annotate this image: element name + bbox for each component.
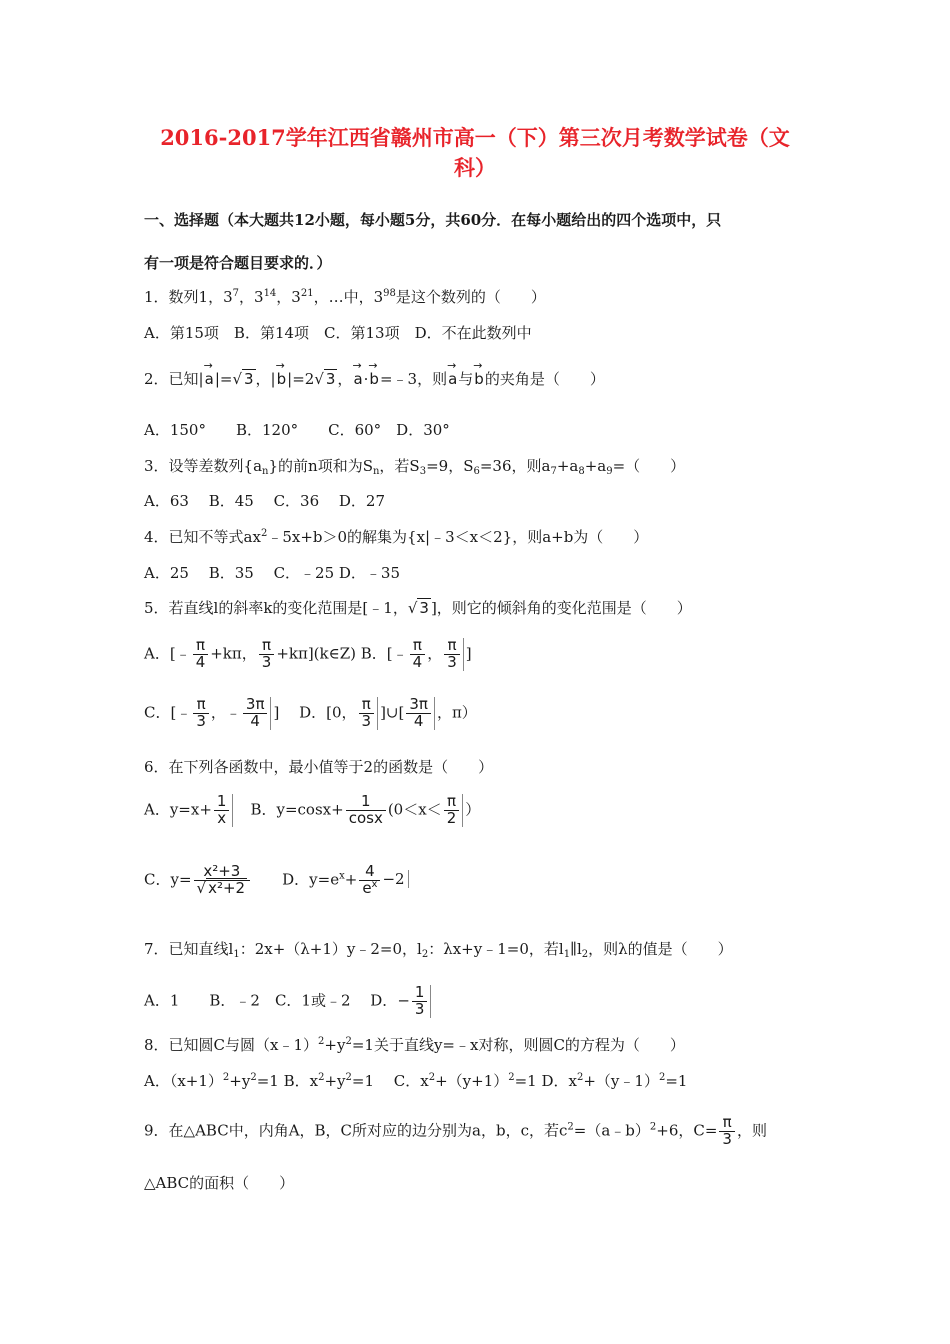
vector-b: → b (276, 368, 288, 390)
q6-optC: C．y= (144, 870, 192, 889)
q2-mid2: ，| (255, 370, 276, 388)
fraction-denominator (194, 878, 251, 897)
q9-b: =（a﹣b） (573, 1121, 650, 1140)
fraction-numerator: π (259, 638, 275, 655)
dot-operator: · (363, 370, 369, 388)
q9-exp1: 2 (567, 1121, 574, 1133)
fraction-pi-over-4 (410, 638, 426, 671)
q7-s1: 1 (233, 949, 240, 960)
question-9 (144, 1115, 767, 1148)
question-2 (144, 368, 605, 390)
fraction-denominator: 2 (446, 808, 457, 827)
q7-neg: − (397, 991, 410, 1010)
q3-b: }的前n项和为S (268, 457, 373, 475)
fraction-c (194, 864, 251, 897)
q7-e: ，则λ的值是（ ） (588, 940, 733, 958)
fraction-denominator: 3 (414, 999, 425, 1018)
fraction-denominator: 3 (361, 711, 372, 730)
q3-g: +a (584, 457, 607, 475)
q2-mid3: |=2 (287, 370, 315, 388)
fraction-denominator: 3 (261, 652, 272, 671)
q8-sq: 2 (508, 1072, 515, 1083)
q8-oA3: =1 B．x (256, 1072, 319, 1090)
q1-text-e: 是这个数列的（ ） (395, 288, 546, 306)
q1-text-c: ，3 (276, 288, 301, 306)
fraction-numerator: 1 (412, 985, 428, 1002)
q5-optA3: +kπ](k∈Z) B．[﹣ (276, 644, 408, 663)
q5-options-cd (144, 697, 477, 730)
q8-oD3: =1 (665, 1072, 688, 1090)
q6-plus: + (344, 870, 358, 889)
q2-options (144, 419, 450, 441)
vector-b: → b (368, 368, 380, 390)
title-line2: 科） (454, 155, 496, 180)
fraction-numerator: x²+3 (194, 864, 251, 881)
q6-e-den: e (362, 878, 372, 897)
q2-mid1: |= (214, 370, 233, 388)
q3-e: =36，则a (479, 457, 551, 475)
q3-f: +a (556, 457, 579, 475)
vector-b: → b (473, 368, 485, 390)
q9-line2: △ABC的面积（ ） (144, 1174, 295, 1192)
q3-options-text: A．63 B．45 C．36 D．27 (144, 492, 386, 510)
radicand: 3 (325, 370, 336, 388)
q5-optB2: ， (427, 644, 443, 663)
q3-s5: 7 (550, 466, 557, 477)
fraction-denominator: 4 (412, 652, 423, 671)
fraction-numerator: 3π (406, 697, 431, 714)
fraction-denominator: x (217, 808, 227, 827)
q3-s2: n (372, 466, 380, 477)
q8-sq: 2 (658, 1072, 666, 1083)
q6-optB3: ） (465, 800, 481, 819)
q1-exp1: 7 (232, 288, 240, 299)
question-9-cont (144, 1172, 294, 1194)
fraction-numerator: 1 (214, 794, 230, 811)
q3-c: ，若S (379, 457, 420, 475)
q2-mid4: ， (337, 370, 353, 388)
q6-e: e (330, 870, 340, 889)
q8-b: +y (324, 1036, 346, 1054)
q5-optA2: +kπ， (210, 644, 257, 663)
q4-options (144, 562, 400, 584)
fraction-pi-over-3 (444, 638, 464, 671)
fraction-pi-over-4 (193, 638, 209, 671)
fraction-pi-over-2 (444, 794, 464, 827)
q3-h: =（ ） (612, 457, 686, 475)
q1-text-d: ，…中，3 (313, 288, 384, 306)
fraction-numerator: π (444, 638, 460, 655)
sqrt: √ x²+2 (196, 878, 246, 897)
q5-optC3: ] D．[0， (273, 703, 357, 722)
vector-a: → a (447, 368, 458, 390)
fraction-pi-over-3 (719, 1115, 735, 1148)
q3-d: =9，S (426, 457, 474, 475)
q3-s3: 3 (419, 466, 427, 477)
fraction-denominator: 3 (196, 711, 206, 730)
q6-exp-den: x (371, 878, 378, 890)
q4-exp: 2 (260, 528, 268, 539)
q1-exp2: 14 (263, 288, 277, 299)
sqrt-3: √ 3 (407, 599, 429, 617)
question-4 (144, 526, 648, 548)
q6-optB2: (0＜x＜ (387, 800, 442, 819)
q7-c: ：λx+y﹣1=0，若l (428, 940, 564, 958)
q5-optC4: ]∪[ (380, 703, 405, 722)
page-title-cont (0, 153, 950, 183)
fraction-denominator: 3 (722, 1129, 732, 1148)
q7-a: 7．已知直线l (144, 940, 234, 958)
section-heading-line1: 一、选择题（本大题共12小题，每小题5分，共60分．在每小题给出的四个选项中，只 (144, 211, 722, 229)
title-line1: 2016-2017学年江西省赣州市高一（下）第三次月考数学试卷（文 (160, 125, 790, 150)
section-heading-cont (144, 252, 332, 274)
q8-oB3: =1 C．x (351, 1072, 429, 1090)
q9-d: ，则 (736, 1121, 767, 1140)
q9-c: +6，C= (656, 1121, 718, 1140)
q5-optA1: A．[﹣ (144, 644, 191, 663)
q9-exp2: 2 (649, 1121, 657, 1133)
q4-a: 4．已知不等式ax (144, 528, 261, 546)
fraction-numerator: π (410, 638, 426, 655)
q7-options-text: A．1 B．﹣2 C．1或﹣2 D． (144, 991, 398, 1010)
q8-sq: 2 (250, 1072, 257, 1083)
fraction-numerator: π (193, 697, 209, 714)
q2-with: 与 (458, 370, 474, 388)
q8-exp2: 2 (345, 1036, 352, 1047)
fraction-1-over-3 (412, 985, 432, 1018)
section-heading-line2: 有一项是符合题目要求的．） (144, 254, 332, 272)
fraction-numerator: 3π (243, 697, 268, 714)
q8-oC3: =1 D．x (514, 1072, 577, 1090)
q8-oB2: +y (324, 1072, 346, 1090)
q2-tail: 的夹角是（ ） (484, 370, 605, 388)
q7-d: ∥l (570, 940, 582, 958)
sqrt-3: √ 3 (232, 370, 254, 388)
radicand: x²+2 (208, 878, 246, 897)
q6-optD: D．y= (282, 870, 331, 889)
q8-c: =1关于直线y=﹣x对称，则圆C的方程为（ ） (351, 1036, 685, 1054)
radicand: 3 (419, 599, 429, 617)
q8-oA: A．（x+1） (144, 1072, 223, 1090)
sqrt-3-b: √ 3 (314, 370, 336, 388)
fraction-numerator: π (719, 1115, 735, 1132)
q6-options-cd (144, 864, 409, 897)
q5-optC2: ，﹣ (210, 703, 241, 722)
fraction-3pi-over-4 (243, 697, 272, 730)
fraction-denominator: 4 (195, 652, 206, 671)
q8-sq: 2 (428, 1072, 436, 1083)
q7-s3: 1 (563, 949, 571, 960)
fraction-denominator: 4 (413, 711, 424, 730)
fraction-denominator: cosx (348, 808, 383, 827)
q6-options-ab (144, 794, 480, 827)
q5-optC5: ，π） (436, 703, 477, 722)
q8-oC2: +（y+1） (435, 1072, 509, 1090)
q1-options (144, 322, 532, 344)
q8-sq: 2 (318, 1072, 325, 1083)
page-title (0, 123, 950, 153)
vector-a: → a (352, 368, 363, 390)
fraction-denominator: 3 (447, 652, 457, 671)
q3-options (144, 490, 385, 512)
question-3 (144, 455, 685, 477)
q5-a: 5．若直线l的斜率k的变化范围是[﹣1， (144, 599, 408, 617)
section-heading (144, 209, 721, 231)
q6-minus2: −2 (382, 870, 408, 888)
fraction-pi-over-3 (359, 697, 379, 730)
fraction-numerator: π (444, 794, 460, 811)
q6-exp: x (339, 870, 345, 882)
fraction-numerator: 1 (346, 794, 386, 811)
q4-options-text: A．25 B．35 C．﹣25 D．﹣35 (144, 564, 401, 582)
q8-options (144, 1070, 687, 1092)
question-8 (144, 1034, 685, 1056)
q3-s4: 6 (473, 466, 480, 477)
fraction-denominator: 4 (250, 711, 260, 730)
fraction-numerator: π (193, 638, 209, 655)
q5-optC1: C．[﹣ (144, 703, 192, 722)
q3-s1: n (262, 466, 269, 477)
fraction-numerator: π (359, 697, 375, 714)
q1-options-text: A．第15项 B．第14项 C．第13项 D．不在此数列中 (144, 324, 532, 342)
q8-a: 8．已知圆C与圆（x﹣1） (144, 1036, 319, 1054)
q8-sq: 2 (576, 1072, 584, 1083)
question-5 (144, 597, 692, 619)
q1-text-a: 1．数列1，3 (144, 288, 233, 306)
q9-a: 9．在△ABC中，内角A，B，C所对应的边分别为a，b，c，若c (144, 1121, 568, 1140)
q4-b: ﹣5x+b＞0的解集为{x|﹣3＜x＜2}，则a+b为（ ） (267, 528, 649, 546)
q7-s4: 2 (581, 949, 589, 960)
q5-optB3: ] (465, 644, 472, 663)
q7-s2: 2 (421, 949, 429, 960)
q3-s7: 9 (606, 466, 613, 477)
question-7 (144, 938, 733, 960)
fraction-4-over-ex (359, 864, 380, 897)
q6-optA: A．y=x+ (144, 800, 212, 819)
q1-text-b: ，3 (239, 288, 264, 306)
q7-b: ：2x+（λ+1）y﹣2=0，l (239, 940, 422, 958)
q1-exp4: 98 (383, 288, 396, 299)
q3-s6: 8 (578, 466, 585, 477)
q2-mid5: =﹣3，则 (379, 370, 448, 388)
fraction-denominator (359, 878, 380, 897)
question-6 (144, 756, 493, 778)
fraction-numerator: 4 (359, 864, 380, 881)
fraction-1-over-cosx (346, 794, 386, 827)
q7-options (144, 985, 433, 1018)
vector-a: → a (204, 368, 215, 390)
q1-exp3: 21 (300, 288, 314, 299)
q5-b: ]，则它的倾斜角的变化范围是（ ） (430, 599, 692, 617)
q8-oA2: +y (229, 1072, 251, 1090)
q2-lead: 2．已知| (144, 370, 204, 388)
q2-options-text: A．150° B．120° C．60° D．30° (144, 421, 450, 439)
q3-a: 3．设等差数列{a (144, 457, 263, 475)
q8-oD2: +（y﹣1） (583, 1072, 659, 1090)
q8-sq: 2 (345, 1072, 352, 1083)
q6-optB: B．y=cosx+ (250, 800, 344, 819)
radicand: 3 (244, 370, 254, 388)
fraction-3pi-over-4 (406, 697, 435, 730)
question-1 (144, 286, 546, 308)
q8-sq: 2 (222, 1072, 230, 1083)
q5-options-ab (144, 638, 472, 671)
q8-exp1: 2 (318, 1036, 325, 1047)
fraction-pi-over-3 (193, 697, 209, 730)
fraction-pi-over-3 (259, 638, 275, 671)
q6-text: 6．在下列各函数中，最小值等于2的函数是（ ） (144, 758, 494, 776)
fraction-1-over-x (214, 794, 234, 827)
